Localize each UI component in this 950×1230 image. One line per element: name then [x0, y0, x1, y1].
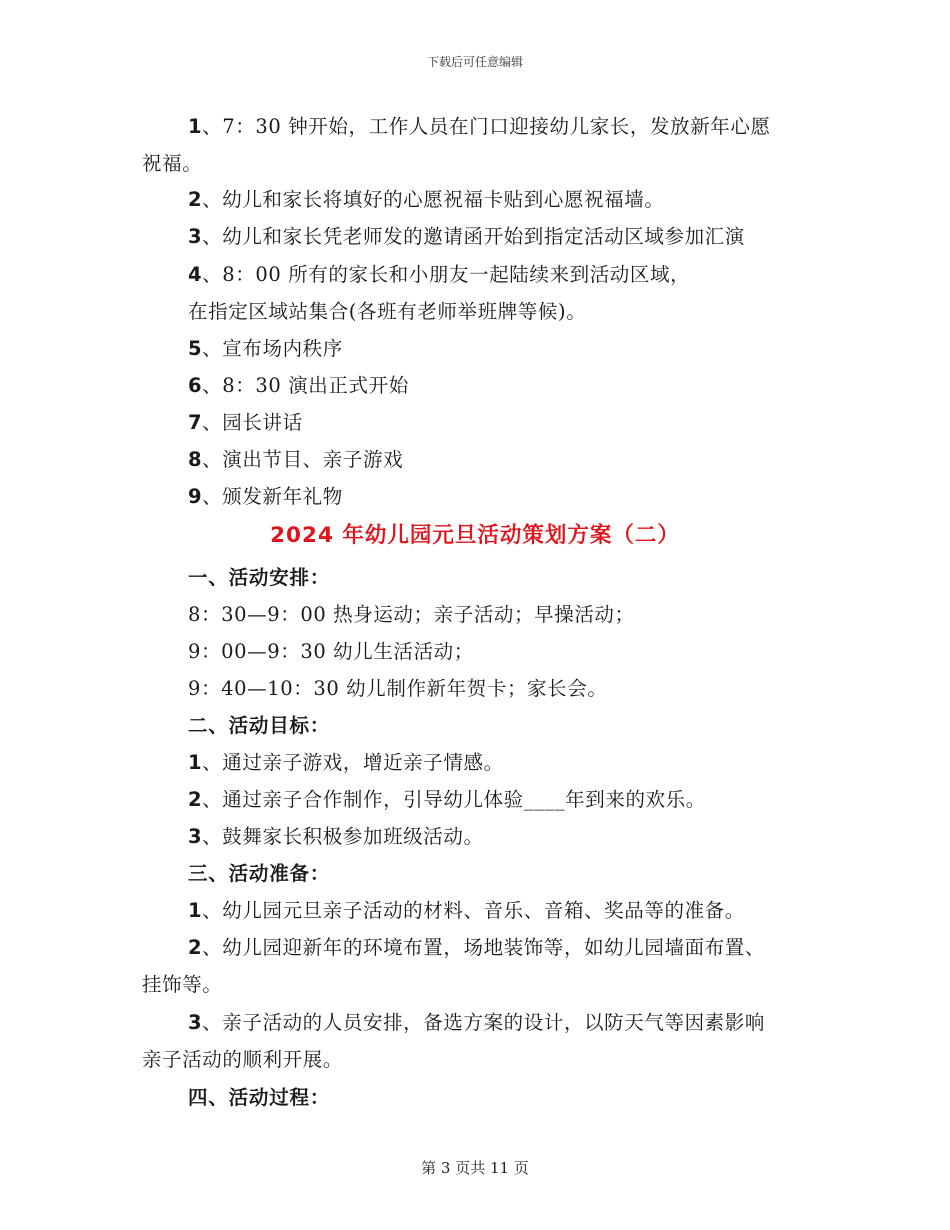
item-number: 8 — [188, 448, 203, 471]
item-text: 、演出节目、亲子游戏 — [202, 448, 404, 471]
list-item — [188, 788, 706, 812]
item-number: 1 — [188, 115, 203, 138]
list-item — [188, 899, 745, 923]
item-text: 、园长讲话 — [202, 411, 303, 434]
list-item — [188, 936, 765, 960]
item-text: 、幼儿园迎新年的环境布置，场地装饰等，如幼儿园墙面布置、 — [202, 936, 765, 959]
item-text: 、幼儿和家长凭老师发的邀请函开始到指定活动区域参加汇演 — [202, 225, 745, 248]
page-header: 下载后可任意编辑 — [426, 55, 523, 69]
item-number: 3 — [188, 225, 203, 248]
list-item — [188, 337, 343, 361]
schedule-item: 9：40—10：30 幼儿制作新年贺卡；家长会。 — [188, 677, 608, 700]
item-number: 3 — [188, 1011, 203, 1034]
list-item — [188, 411, 303, 435]
item-number: 3 — [188, 825, 203, 848]
list-item-continuation — [188, 300, 586, 324]
item-text: 、鼓舞家长积极参加班级活动。 — [202, 825, 484, 848]
item-text: 、通过亲子合作制作，引导幼儿体验____年到来的欢乐。 — [202, 788, 706, 811]
document-title: 2024 年幼儿园元旦活动策划方案（二） — [270, 523, 680, 548]
list-item — [188, 1011, 765, 1035]
item-text: 祝福。 — [142, 152, 203, 175]
item-number: 5 — [188, 337, 203, 360]
item-number: 2 — [188, 788, 203, 811]
section-heading: 二、活动目标： — [188, 714, 331, 737]
section-heading: 四、活动过程： — [188, 1086, 331, 1109]
item-text: 挂饰等。 — [142, 973, 223, 996]
item-text: 、亲子活动的人员安排，备选方案的设计，以防天气等因素影响 — [202, 1011, 765, 1034]
list-item — [188, 263, 690, 287]
item-number: 1 — [188, 751, 203, 774]
list-item — [188, 188, 664, 212]
item-text: 、7：30 钟开始，工作人员在门口迎接幼儿家长，发放新年心愿 — [202, 115, 771, 138]
item-number: 4 — [188, 263, 203, 286]
schedule-item: 8：30—9：00 热身运动；亲子活动；早操活动； — [188, 603, 635, 626]
list-item — [188, 485, 343, 509]
item-text: 亲子活动的顺利开展。 — [142, 1048, 344, 1071]
item-text: 在指定区域站集合(各班有老师举班牌等候)。 — [188, 300, 587, 323]
list-item — [188, 115, 771, 139]
item-number: 6 — [188, 374, 203, 397]
section-heading: 三、活动准备： — [188, 862, 331, 885]
list-item-continuation — [142, 152, 202, 176]
item-number: 2 — [188, 936, 203, 959]
item-text: 、通过亲子游戏，增近亲子情感。 — [202, 751, 504, 774]
item-text: 、幼儿园元旦亲子活动的材料、音乐、音箱、奖品等的准备。 — [202, 899, 745, 922]
list-item — [188, 825, 484, 849]
item-text: 、幼儿和家长将填好的心愿祝福卡贴到心愿祝福墙。 — [202, 188, 665, 211]
page-footer: 第 3 页共 11 页 — [421, 1159, 529, 1177]
item-number: 9 — [188, 485, 203, 508]
item-text: 、颁发新年礼物 — [202, 485, 343, 508]
list-item — [188, 448, 403, 472]
schedule-item: 9：00—9：30 幼儿生活活动； — [188, 640, 474, 663]
item-text: 、宣布场内秩序 — [202, 337, 343, 360]
item-number: 1 — [188, 899, 203, 922]
list-item — [188, 374, 409, 398]
item-number: 7 — [188, 411, 203, 434]
item-text: 、8：30 演出正式开始 — [202, 374, 409, 397]
section-heading: 一、活动安排： — [188, 566, 331, 589]
list-item-continuation — [142, 973, 222, 997]
list-item — [188, 225, 745, 249]
item-number: 2 — [188, 188, 203, 211]
list-item — [188, 751, 504, 775]
item-text: 、8：00 所有的家长和小朋友一起陆续来到活动区域， — [202, 263, 691, 286]
list-item-continuation — [142, 1048, 343, 1072]
